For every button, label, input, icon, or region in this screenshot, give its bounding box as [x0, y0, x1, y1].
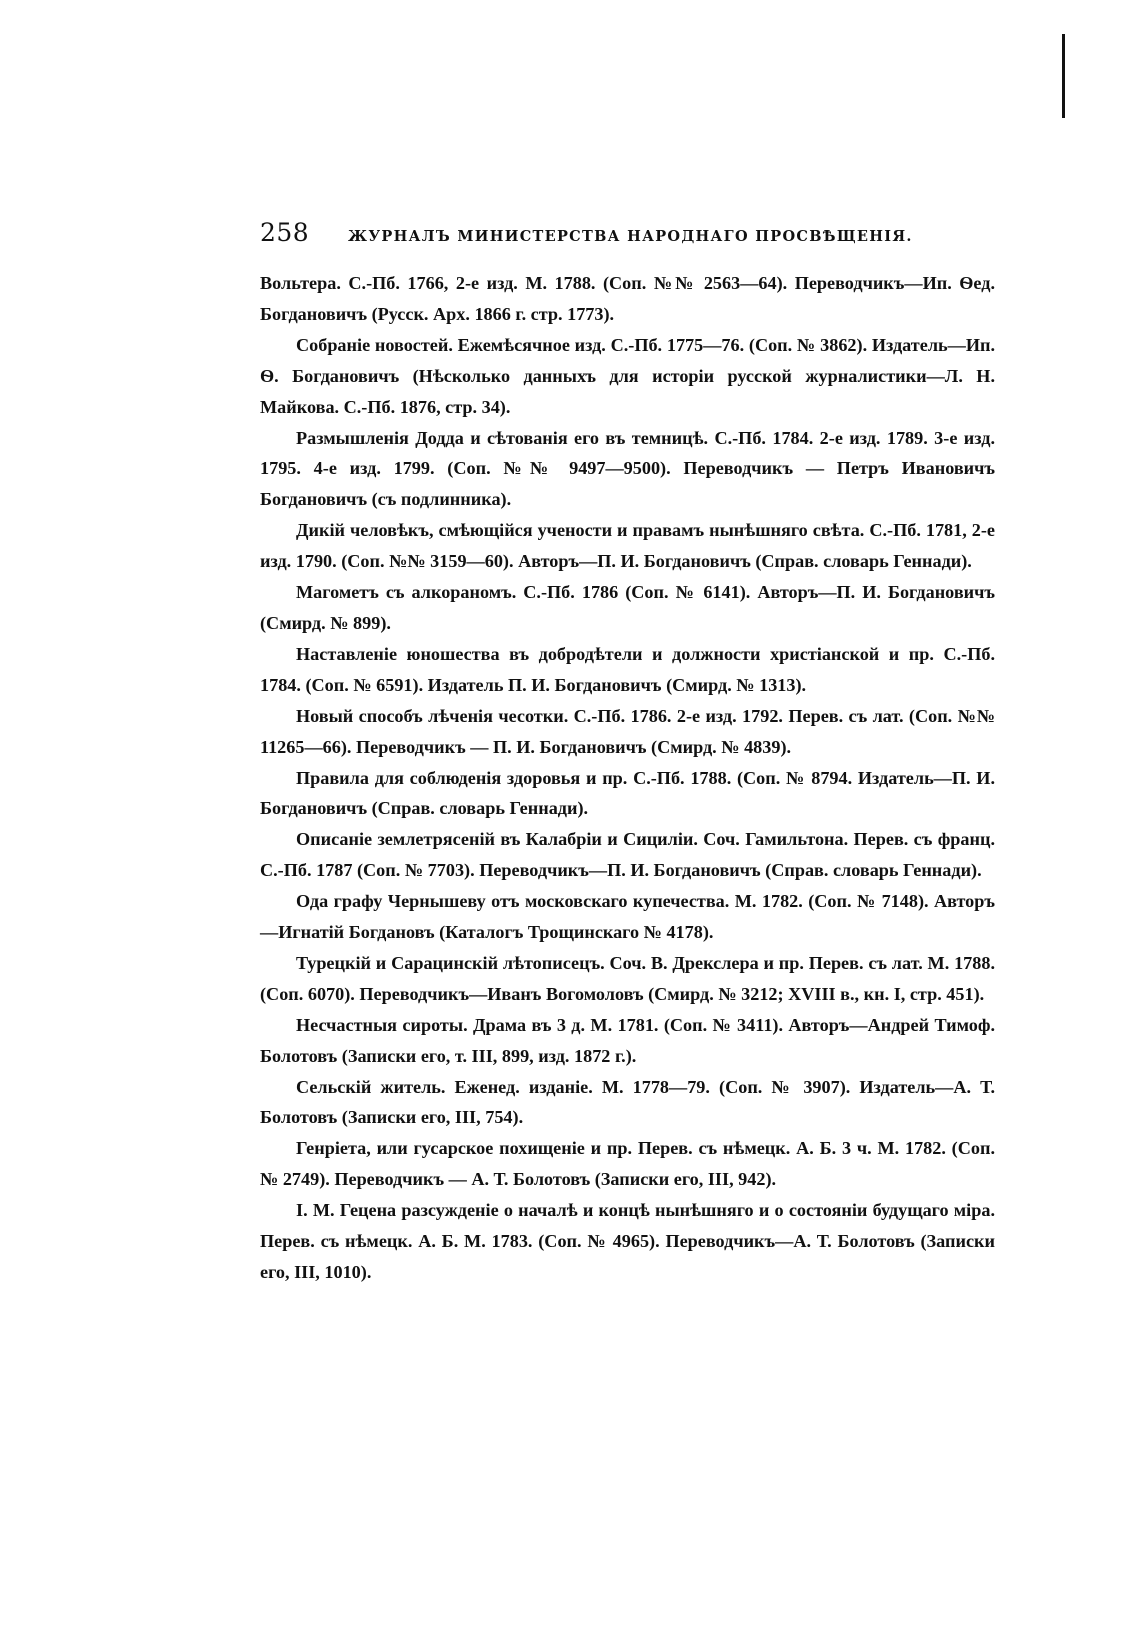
bibliography-entry: Дикій человѣкъ, смѣющійся учености и правамъ нынѣшняго свѣта. С.-Пб. 1781, 2-е изд. 1790. (Соп. №№ 3159—60). Авторъ—П. И. Богдановичъ (Справ. словарь Геннади).	[260, 520, 995, 572]
bibliography-entry: I. М. Гецена разсужденіе о началѣ и концѣ нынѣшняго и о состояніи будущаго міра. Перев. съ нѣмецк. А. Б. М. 1783. (Соп. № 4965). Переводчикъ—А. Т. Болотовъ (Записки его, III, 1010).	[260, 1200, 995, 1282]
bibliography-entry: Генріета, или гусарское похищеніе и пр. Перев. съ нѣмецк. А. Б. 3 ч. М. 1782. (Соп. № 2749). Переводчикъ — А. Т. Болотовъ (Записки его, III, 942).	[260, 1138, 995, 1190]
bibliography-entry: Наставленіе юношества въ добродѣтели и должности христіанской и пр. С.-Пб. 1784. (Соп. № 6591). Издатель П. И. Богдановичъ (Смирд. № 1313).	[260, 643, 995, 695]
bibliography-entry: Описаніе землетрясеній въ Калабріи и Сициліи. Соч. Гамильтона. Перев. съ франц. С.-Пб. 1787 (Соп. № 7703). Переводчикъ—П. И. Богдановичъ (Справ. словарь Геннади).	[260, 829, 995, 881]
bibliography-entry: Вольтера. С.-Пб. 1766, 2-е изд. М. 1788. (Соп. №№ 2563—64). Переводчикъ—Ип. Ѳед. Богдановичъ (Русск. Арх. 1866 г. стр. 1773).	[260, 273, 995, 324]
page-edge-rule	[1062, 34, 1065, 118]
page-header	[260, 218, 1000, 247]
running-title: ЖУРНАЛЪ МИНИСТЕРСТВА НАРОДНАГО ПРОСВѢЩЕНІЯ.	[348, 228, 913, 245]
page-number: 258	[260, 218, 310, 247]
bibliography-entry: Несчастныя сироты. Драма въ 3 д. М. 1781. (Соп. № 3411). Авторъ—Андрей Тимоф. Болотовъ (Записки его, т. III, 899, изд. 1872 г.).	[260, 1014, 995, 1066]
bibliography-entry: Сельскій житель. Еженед. изданіе. М. 1778—79. (Соп. № 3907). Издатель—А. Т. Болотовъ (Записки его, III, 754).	[260, 1076, 995, 1128]
bibliography-entry: Собраніе новостей. Ежемѣсячное изд. С.-Пб. 1775—76. (Соп. № 3862). Издатель—Ип. Ѳ. Богдановичъ (Нѣсколько данныхъ для исторіи русской журналистики—Л. Н. Майкова. С.-Пб. 1876, стр. 34).	[260, 334, 995, 417]
page-body	[260, 268, 995, 1288]
bibliography-entry: Новый способъ лѣченія чесотки. С.-Пб. 1786. 2-е изд. 1792. Перев. съ лат. (Соп. №№ 11265—66). Переводчикъ — П. И. Богдановичъ (Смирд. № 4839).	[260, 705, 995, 757]
bibliography-entry: Правила для соблюденія здоровья и пр. С.-Пб. 1788. (Соп. № 8794. Издатель—П. И. Богдановичъ (Справ. словарь Геннади).	[260, 767, 995, 819]
bibliography-entry: Турецкій и Сарацинскій лѣтописецъ. Соч. В. Дрекслера и пр. Перев. съ лат. М. 1788. (Соп. 6070). Переводчикъ—Иванъ Вогомоловъ (Смирд. № 3212; XVIII в., кн. I, стр. 451).	[260, 952, 995, 1004]
bibliography-entry: Размышленія Додда и сѣтованія его въ темницѣ. С.-Пб. 1784. 2-е изд. 1789. 3-е изд. 1795. 4-е изд. 1799. (Соп. №№ 9497—9500). Переводчикъ — Петръ Ивановичъ Богдановичъ (съ подлинника).	[260, 427, 995, 510]
bibliography-entry: Магометъ съ алкораномъ. С.-Пб. 1786 (Соп. № 6141). Авторъ—П. И. Богдановичъ (Смирд. № 899).	[260, 582, 995, 633]
bibliography-entry: Ода графу Чернышеву отъ московскаго купечества. М. 1782. (Соп. № 7148). Авторъ—Игнатій Богдановъ (Каталогъ Трощинскаго № 4178).	[260, 891, 995, 943]
